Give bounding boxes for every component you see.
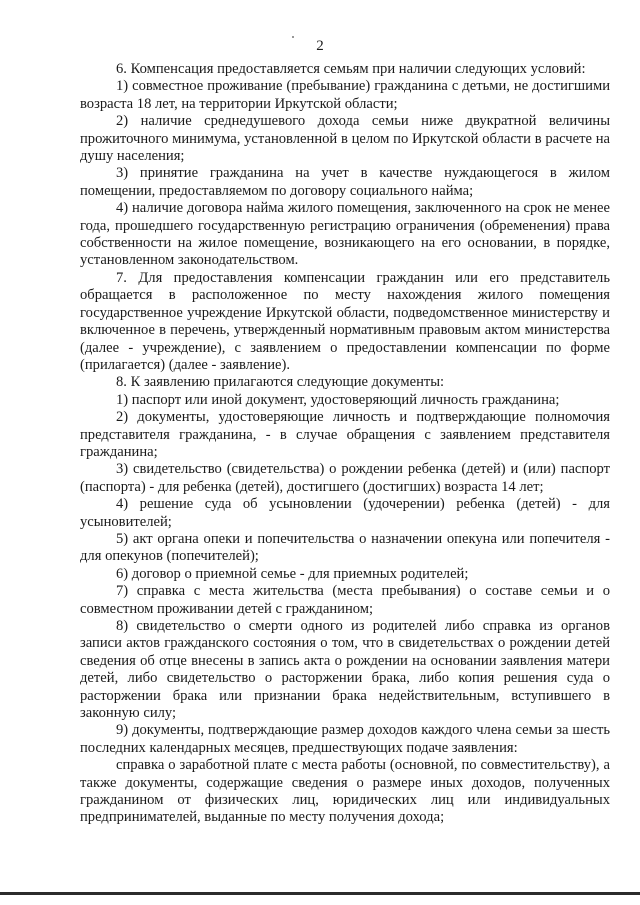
paragraph-6-item-4: 4) наличие договора найма жилого помещения, заключенного на срок не менее года, прошедшего государственную регистрацию ограничения (обременения) права собственности на жилое помещение, возникающего на его основании, в порядке, установленном законодательством. <box>80 200 610 269</box>
page-number: 2 <box>316 38 324 54</box>
paragraph-6-item-3: 3) принятие гражданина на учет в качестве нуждающегося в жилом помещении, предоставляемом по договору социального найма; <box>80 165 610 199</box>
paragraph-8-item-2: 2) документы, удостоверяющие личность и подтверждающие полномочия представителя гражданина, - в случае обращения с заявлением представителя гражданина; <box>80 409 610 460</box>
paragraph-8-item-9-salary: справка о заработной плате с места работы (основной, по совместительству), а также документы, содержащие сведения о размере иных доходов, полученных гражданином от физических лиц, юридических лиц или индивидуальных предпринимателей, выданные по месту получения дохода; <box>80 757 610 826</box>
paragraph-6-item-1: 1) совместное проживание (пребывание) гражданина с детьми, не достигшими возраста 18 лет, на территории Иркутской области; <box>80 78 610 112</box>
paragraph-6-heading: 6. Компенсация предоставляется семьям при наличии следующих условий: <box>116 61 586 77</box>
document-body <box>80 61 610 827</box>
paragraph-8-item-4: 4) решение суда об усыновлении (удочерении) ребенка (детей) - для усыновителей; <box>80 496 610 530</box>
paragraph-8-heading: 8. К заявлению прилагаются следующие документы: <box>116 374 445 391</box>
paragraph-6-item-2: 2) наличие среднедушевого дохода семьи ниже двукратной величины прожиточного минимума, установленной в целом по Иркутской области в расчете на душу населения; <box>80 113 610 165</box>
paragraph-8-item-8: 8) свидетельство о смерти одного из родителей либо справка из органов записи актов гражданского состояния о том, что в свидетельствах о рождении детей сведения об отце внесены в запись акта о рождении на основании заявления матери детей, либо свидетельство о расторжении брака, либо копия решения суда о расторжении брака или признании брака недействительным, вступившего в законную силу; <box>80 618 610 722</box>
paragraph-8-item-6: 6) договор о приемной семье - для приемных родителей; <box>116 565 469 582</box>
paragraph-8-item-5: 5) акт органа опеки и попечительства о назначении опекуна или попечителя - для опекунов (попечителей); <box>80 530 610 565</box>
paragraph-8-item-7: 7) справка с места жительства (места пребывания) о составе семьи и о совместном проживании детей с гражданином; <box>80 583 610 617</box>
paragraph-8-item-1: 1) паспорт или иной документ, удостоверяющий личность гражданина; <box>116 391 560 408</box>
bottom-scan-edge <box>0 892 640 895</box>
paragraph-8-item-3: 3) свидетельство (свидетельства) о рождении ребенка (детей) и (или) паспорт (паспорта) - для ребенка (детей), достигшего (достигших) возраста 14 лет; <box>80 461 610 495</box>
paragraph-8-item-9: 9) документы, подтверждающие размер доходов каждого члена семьи за шесть последних календарных месяцев, предшествующих подаче заявления: <box>80 722 610 756</box>
paragraph-7: 7. Для предоставления компенсации гражданин или его представитель обращается в расположенное по месту нахождения жилого помещения государственное учреждение Иркутской области, подведомственное министерству и включенное в перечень, утвержденный нормативным правовым актом министерства (далее - учреждение), с заявлением о предоставлении компенсации по форме (прилагается) (далее - заявление). <box>80 269 610 373</box>
